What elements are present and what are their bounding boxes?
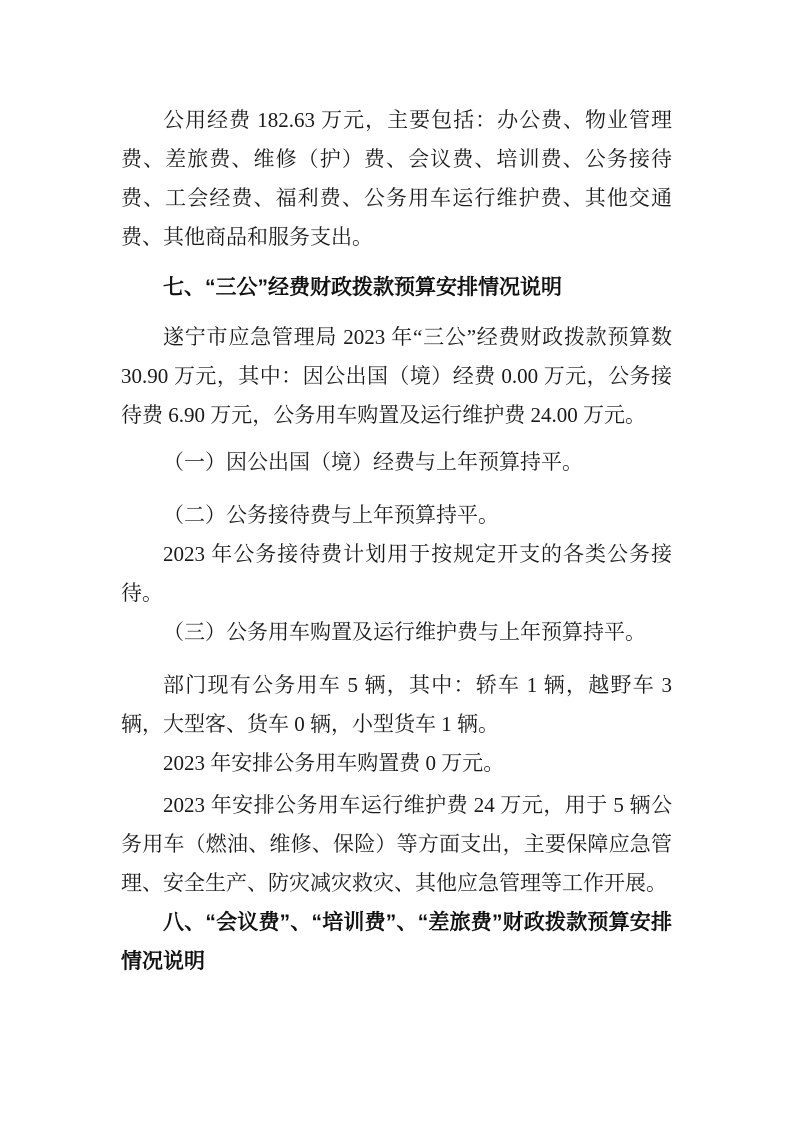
subsection-heading-one: （一）因公出国（境）经费与上年预算持平。 xyxy=(163,450,583,474)
paragraph-three-public-budget: 遂宁市应急管理局 2023 年“三公”经费财政拨款预算数 30.90 万元，其中：因公出国（境）经费 0.00 万元，公务接待费 6.90 万元，公务用车购置及运行维护费 24.00 万元。 xyxy=(121,325,672,427)
subsection-heading-two: （二）公务接待费与上年预算持平。 xyxy=(163,503,499,527)
section-heading-eight: 八、“会议费”、“培训费”、“差旅费”财政拨款预算安排情况说明 xyxy=(121,911,672,973)
paragraph-vehicle-maintenance: 2023 年安排公务用车运行维护费 24 万元，用于 5 辆公务用车（燃油、维修、保险）等方面支出，主要保障应急管理、安全生产、防灾减灾救灾、其他应急管理等工作开展。 xyxy=(121,793,672,895)
paragraph-public-funds: 公用经费 182.63 万元，主要包括：办公费、物业管理费、差旅费、维修（护）费、会议费、培训费、公务接待费、工会经费、福利费、公务用车运行维护费、其他交通费、其他商品和服务支出。 xyxy=(121,108,672,249)
paragraph-vehicle-purchase: 2023 年安排公务用车购置费 0 万元。 xyxy=(163,751,505,775)
paragraph-official-reception: 2023 年公务接待费计划用于按规定开支的各类公务接待。 xyxy=(121,542,672,605)
section-heading-seven: 七、“三公”经费财政拨款预算安排情况说明 xyxy=(163,276,562,299)
subsection-heading-three: （三）公务用车购置及运行维护费与上年预算持平。 xyxy=(163,620,646,644)
paragraph-vehicle-inventory: 部门现有公务用车 5 辆，其中：轿车 1 辆，越野车 3 辆，大型客、货车 0 辆，小型货车 1 辆。 xyxy=(121,673,672,736)
